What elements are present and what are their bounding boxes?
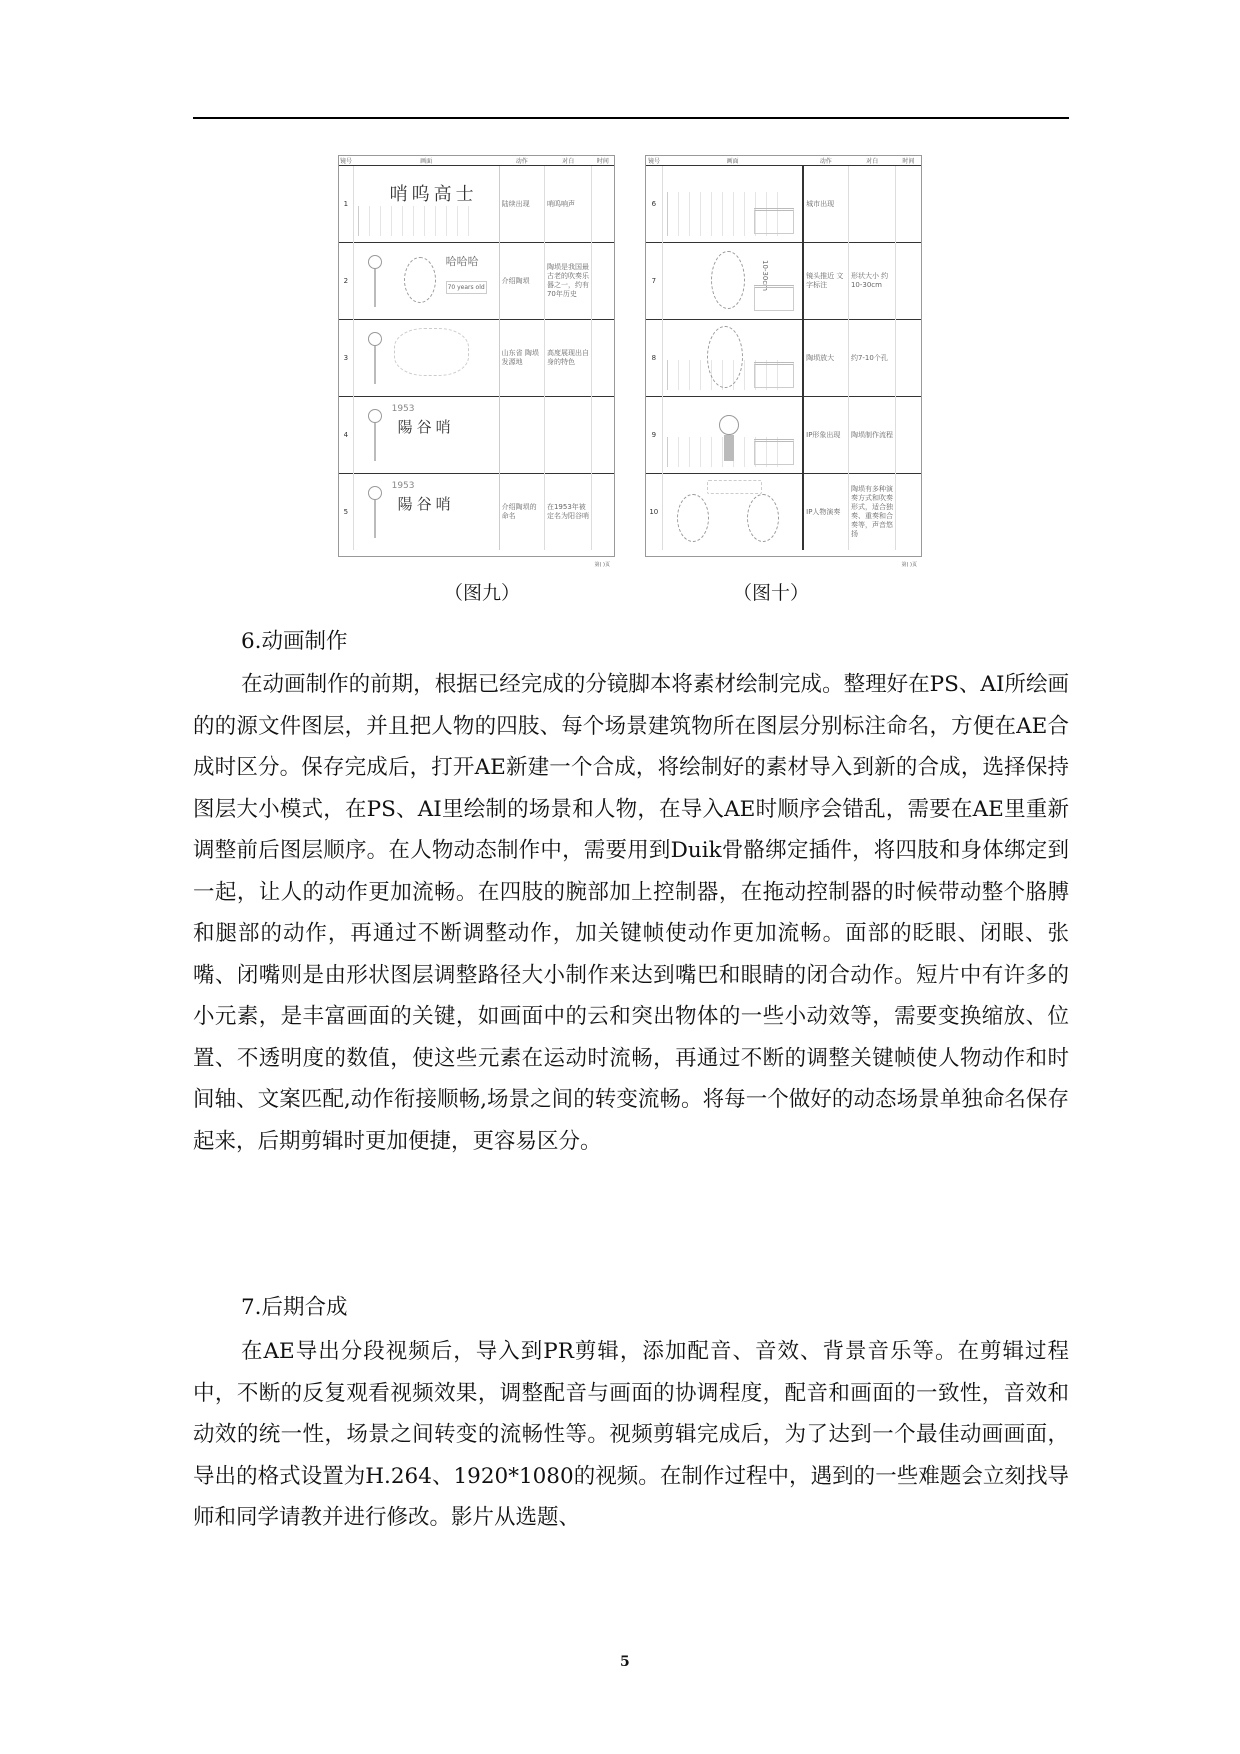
table-row [339, 397, 614, 474]
gate-sketch [754, 362, 794, 388]
time-cell [896, 474, 921, 551]
page-number: 5 [620, 1654, 630, 1670]
gate-sketch [754, 285, 794, 311]
dialogue-cell: 形状大小 约10-30cm [848, 243, 895, 320]
dialogue-cell: 高度展现出自身的特色 [544, 320, 591, 397]
character-sketch [368, 332, 382, 384]
map-sketch [394, 328, 469, 376]
header-rule [193, 117, 1069, 119]
header-action: 动作 [499, 156, 544, 166]
table-row [339, 243, 614, 320]
shot-number: 9 [646, 397, 662, 474]
section-body-post-production [193, 1331, 1069, 1539]
shot-number: 6 [646, 166, 662, 243]
action-cell [499, 397, 544, 474]
table-row [646, 166, 921, 243]
figure-9-caption: （图九） [444, 582, 521, 604]
time-cell [592, 166, 614, 243]
section-heading-post-production: 7.后期合成 [241, 1295, 348, 1320]
paragraph: 在动画制作的前期，根据已经完成的分镜脚本将素材绘制完成。整理好在PS、AI所绘画的的源文件图层，并且把人物的四肢、每个场景建筑物所在图层分别标注命名，方便在AE合成时区分。保存完成后，打开AE新建一个合成，将绘制好的素材导入到新的合成，选择保持图层大小模式，在PS、AI里绘制的场景和人物，在导入AE时顺序会错乱，需要在AE里重新调整前后图层顺序。在人物动态制作中，需要用到Duik骨骼绑定插件，将四肢和身体绑定到一起，让人的动作更加流畅。在四肢的腕部加上控制器，在拖动控制器的时候带动整个胳膊和腿部的动作，再通过不断调整动作，加关键帧使动作更加流畅。面部的眨眼、闭眼、张嘴、闭嘴则是由形状图层调整路径大小制作来达到嘴巴和眼睛的闭合动作。短片中有许多的小元素，是丰富画面的关键，如画面中的云和突出物体的一些小动效等，需要变换缩放、位置、不透明度的数值，使这些元素在运动时流畅，再通过不断的调整关键帧使人物动作和时间轴、文案匹配,动作衔接顺畅,场景之间的转变流畅。将每一个做好的动态场景单独命名保存起来，后期剪辑时更加便捷，更容易区分。 [193, 672, 1069, 1154]
header-time: 时间 [592, 156, 614, 166]
ocarina-sketch [707, 326, 743, 388]
skyline-sketch [358, 206, 469, 236]
header-shot-no: 镜号 [646, 156, 662, 166]
action-cell: 陆续出现 [499, 166, 544, 243]
storyboard-frame [353, 166, 499, 243]
year-text: 1953 [391, 481, 415, 491]
header-shot-no: 镜号 [340, 158, 353, 165]
dialogue-cell: 在1953年被定名为阳谷哨 [544, 474, 591, 551]
frame-title-text: 陽谷哨 [397, 495, 455, 513]
action-cell: 镜头推近 文字标注 [803, 243, 848, 320]
storyboard-frame [353, 243, 499, 320]
dialogue-cell: 约7-10个孔 [848, 320, 895, 397]
storyboard-frame [662, 397, 803, 474]
frame-title-text: 陽谷哨 [397, 418, 455, 436]
dialogue-cell: 哨呜响声 [544, 166, 591, 243]
ocarina-sketch [747, 494, 779, 542]
frame-subtitle-text: 70 years old [446, 281, 487, 294]
action-cell: IP形象出现 [803, 397, 848, 474]
time-cell [896, 320, 921, 397]
dialogue-cell: 陶埙制作流程 [848, 397, 895, 474]
frame-title-text: 哨呜高士 [389, 184, 478, 205]
action-cell: 介绍陶埙 [499, 243, 544, 320]
table-row [339, 320, 614, 397]
storyboard-frame [662, 320, 803, 397]
character-sketch [368, 409, 382, 461]
shot-number: 3 [339, 320, 353, 397]
action-cell: 城市出现 [803, 166, 848, 243]
shot-number: 8 [646, 320, 662, 397]
dialogue-cell [544, 397, 591, 474]
section-body-animation [193, 664, 1069, 1162]
storyboard-table [339, 156, 614, 550]
header-dialogue: 对白 [848, 156, 895, 166]
table-row [646, 474, 921, 551]
table-row [646, 320, 921, 397]
storyboard-frame [662, 474, 803, 551]
action-cell: 陶埙放大 [803, 320, 848, 397]
shot-number: 2 [339, 243, 353, 320]
gate-sketch [754, 439, 794, 465]
character-sketch [368, 486, 382, 538]
shot-number: 4 [339, 397, 353, 474]
table-row [646, 243, 921, 320]
ocarina-sketch [711, 251, 745, 309]
header-picture: 画面 [662, 156, 803, 166]
banner-sketch [707, 480, 763, 494]
table-row [339, 474, 614, 551]
storyboard-frame [353, 474, 499, 551]
ip-character-sketch [719, 415, 739, 467]
dialogue-cell: 陶埙是我国最古老的吹奏乐器之一，约有70年历史 [544, 243, 591, 320]
frame-title-text: 哈哈哈 [445, 255, 479, 268]
table-row [339, 166, 614, 243]
measurement-label: 10-30cm [760, 259, 769, 292]
figure-10-caption: （图十） [733, 582, 810, 604]
time-cell [896, 397, 921, 474]
dialogue-cell [848, 166, 895, 243]
gate-sketch [754, 208, 794, 234]
storyboard-frame [353, 397, 499, 474]
dialogue-cell: 陶埙有多种演奏方式和吹奏形式，适合独奏、重奏和合奏等，声音悠扬 [848, 474, 895, 551]
page-footnote: 第( )页 [901, 562, 917, 568]
storyboard-figure-9 [338, 155, 615, 568]
shot-number: 1 [339, 166, 353, 243]
time-cell [592, 320, 614, 397]
storyboard-figure-10 [645, 155, 922, 568]
header-action: 动作 [803, 156, 848, 166]
action-cell: 介绍陶埙的命名 [499, 474, 544, 551]
table-row [646, 397, 921, 474]
shot-number: 10 [646, 474, 662, 551]
time-cell [896, 166, 921, 243]
paragraph: 在AE导出分段视频后，导入到PR剪辑，添加配音、音效、背景音乐等。在剪辑过程中，不断的反复观看视频效果，调整配音与画面的协调程度，配音和画面的一致性，音效和动效的统一性，场景之间转变的流畅性等。视频剪辑完成后，为了达到一个最佳动画画面，导出的格式设置为H.264、1920*1080的视频。在制作过程中，遇到的一些难题会立刻找导师和同学请教并进行修改。影片从选题、 [193, 1339, 1069, 1530]
ocarina-sketch [404, 257, 436, 303]
shot-number: 5 [339, 474, 353, 551]
time-cell [896, 243, 921, 320]
ocarina-sketch [677, 494, 709, 542]
header-picture: 画面 [353, 156, 499, 166]
time-cell [592, 474, 614, 551]
page-footnote: 第( )页 [594, 562, 610, 568]
character-sketch [368, 255, 382, 307]
section-heading-animation: 6.动画制作 [241, 629, 348, 654]
storyboard-table [646, 156, 921, 550]
time-cell [592, 397, 614, 474]
header-dialogue: 对白 [544, 156, 591, 166]
header-time: 时间 [896, 156, 921, 166]
action-cell: 山东省 陶埙发源地 [499, 320, 544, 397]
storyboard-frame [662, 166, 803, 243]
year-text: 1953 [391, 404, 415, 414]
storyboard-frame [662, 243, 803, 320]
action-cell: IP人物演奏 [803, 474, 848, 551]
storyboard-frame [353, 320, 499, 397]
time-cell [592, 243, 614, 320]
shot-number: 7 [646, 243, 662, 320]
